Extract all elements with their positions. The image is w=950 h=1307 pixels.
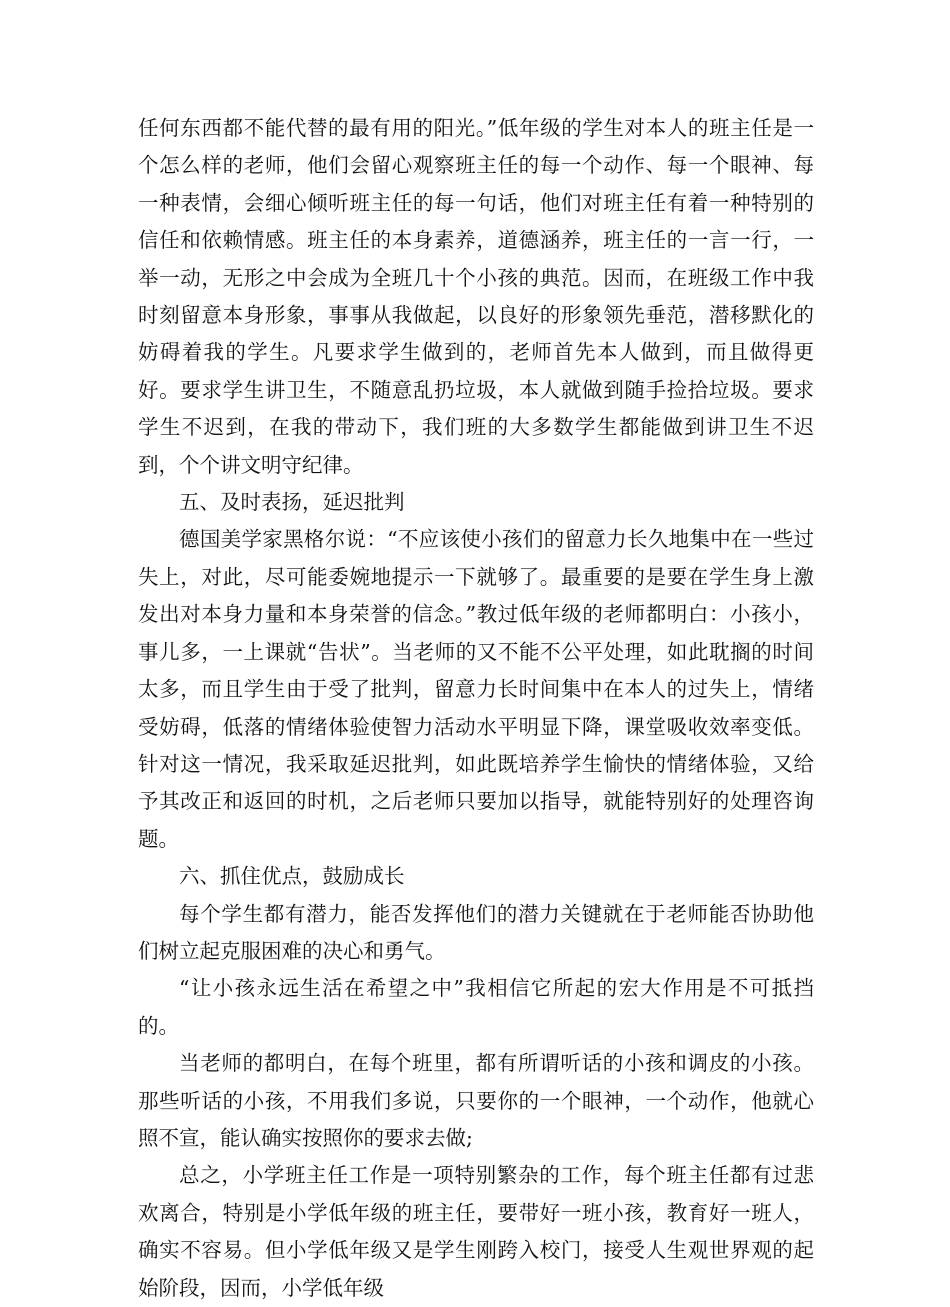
document-body	[138, 110, 814, 1307]
paragraph-obedient-children: 当老师的都明白，在每个班里，都有所谓听话的小孩和调皮的小孩。那些听话的小孩，不用我们多说，只要你的一个眼神，一个动作，他就心照不宣，能认确实按照你的要求去做;	[138, 1051, 814, 1150]
section-heading-praise: 五、及时表扬，延迟批判	[179, 490, 405, 515]
section-heading-strengths: 六、抓住优点，鼓励成长	[179, 864, 405, 889]
paragraph-hegel-quote: 德国美学家黑格尔说：“不应该使小孩们的留意力长久地集中在一些过失上，对此，尽可能委婉地提示一下就够了。最重要的是要在学生身上激发出对本身力量和本身荣誉的信念。”教过低年级的老师都明白：小孩小，事儿多，一上课就“告状”。当老师的又不能不公平处理，如此耽搁的时间太多，而且学生由于受了批判，留意力长时间集中在本人的过失上，情绪受妨碍，低落的情绪体验使智力活动水平明显下降，课堂吸收效率变低。针对这一情况，我采取延迟批判，如此既培养学生愉快的情绪体验，又给予其改正和返回的时机，之后老师只要加以指导，就能特别好的处理咨询题。	[138, 527, 814, 851]
paragraph-conclusion: 总之，小学班主任工作是一项特别繁杂的工作，每个班主任都有过悲欢离合，特别是小学低年级的班主任，要带好一班小孩，教育好一班人，确实不容易。但小学低年级又是学生刚跨入校门，接受人生观世界观的起始阶段，因而，小学低年级	[138, 1163, 814, 1300]
paragraph-hope: “让小孩永远生活在希望之中”我相信它所起的宏大作用是不可抵挡的。	[138, 976, 814, 1038]
paragraph-role-model: 任何东西都不能代替的最有用的阳光。”低年级的学生对本人的班主任是一个怎么样的老师，他们会留心观察班主任的每一个动作、每一个眼神、每一种表情，会细心倾听班主任的每一句话，他们对班主任有着一种特别的信任和依赖情感。班主任的本身素养，道德涵养，班主任的一言一行，一举一动，无形之中会成为全班几十个小孩的典范。因而，在班级工作中我时刻留意本身形象，事事从我做起，以良好的形象领先垂范，潜移默化的妨碍着我的学生。凡要求学生做到的，老师首先本人做到，而且做得更好。要求学生讲卫生，不随意乱扔垃圾，本人就做到随手捡拾垃圾。要求学生不迟到，在我的带动下，我们班的大多数学生都能做到讲卫生不迟到，个个讲文明守纪律。	[138, 116, 814, 477]
paragraph-potential: 每个学生都有潜力，能否发挥他们的潜力关键就在于老师能否协助他们树立起克服困难的决心和勇气。	[138, 901, 814, 963]
